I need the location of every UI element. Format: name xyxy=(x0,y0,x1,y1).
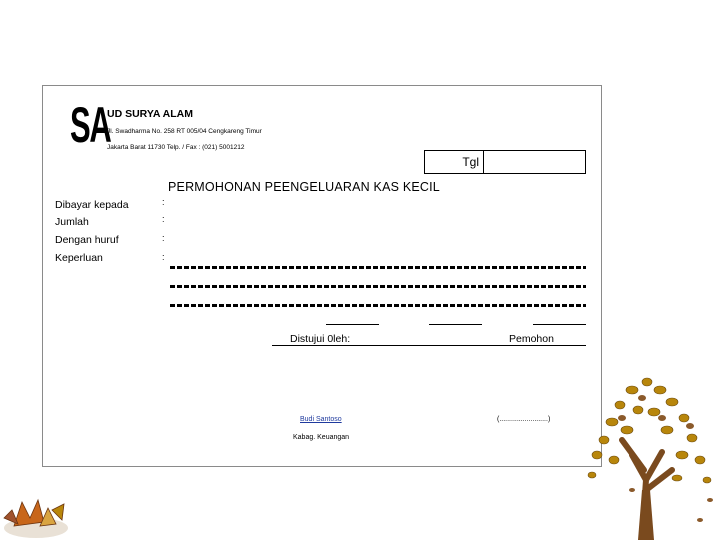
date-label: Tgl xyxy=(425,151,484,173)
short-line xyxy=(429,324,482,325)
field-label-jumlah: Jumlah xyxy=(55,216,89,228)
short-line xyxy=(533,324,586,325)
keperluan-line-2[interactable] xyxy=(170,285,586,288)
company-address-line2: Jakarta Barat 11730 Telp. / Fax : (021) 5001212 xyxy=(107,144,245,151)
autumn-tree-icon xyxy=(572,360,720,540)
signature-header-line xyxy=(272,345,586,346)
keperluan-line-3[interactable] xyxy=(170,304,586,307)
applicant-signature-placeholder: (.........................) xyxy=(497,416,551,423)
date-box xyxy=(424,150,586,174)
field-colon: : xyxy=(162,252,165,262)
field-colon: : xyxy=(162,214,165,224)
keperluan-line-1[interactable] xyxy=(170,266,586,269)
form-border xyxy=(42,85,602,467)
form-title: PERMOHONAN PEENGELUARAN KAS KECIL xyxy=(168,180,440,194)
company-address-line1: Jl. Swadharma No. 258 RT 005/04 Cengkareng Timur xyxy=(107,128,262,135)
field-label-dibayar-kepada: Dibayar kepada xyxy=(55,199,129,211)
field-colon: : xyxy=(162,233,165,243)
company-logo: SA xyxy=(70,97,111,153)
short-line xyxy=(326,324,379,325)
approver-title: Kabag. Keuangan xyxy=(293,434,350,441)
field-colon: : xyxy=(162,197,165,207)
field-label-dengan-huruf: Dengan huruf xyxy=(55,234,119,246)
company-name: UD SURYA ALAM xyxy=(107,108,193,120)
date-input[interactable] xyxy=(484,151,585,173)
field-label-keperluan: Keperluan xyxy=(55,252,103,264)
approver-name: Budi Santoso xyxy=(300,416,342,423)
autumn-leaves-icon xyxy=(0,488,72,540)
applicant-label: Pemohon xyxy=(509,333,554,345)
approved-by-label: Distujui 0leh: xyxy=(290,333,351,345)
